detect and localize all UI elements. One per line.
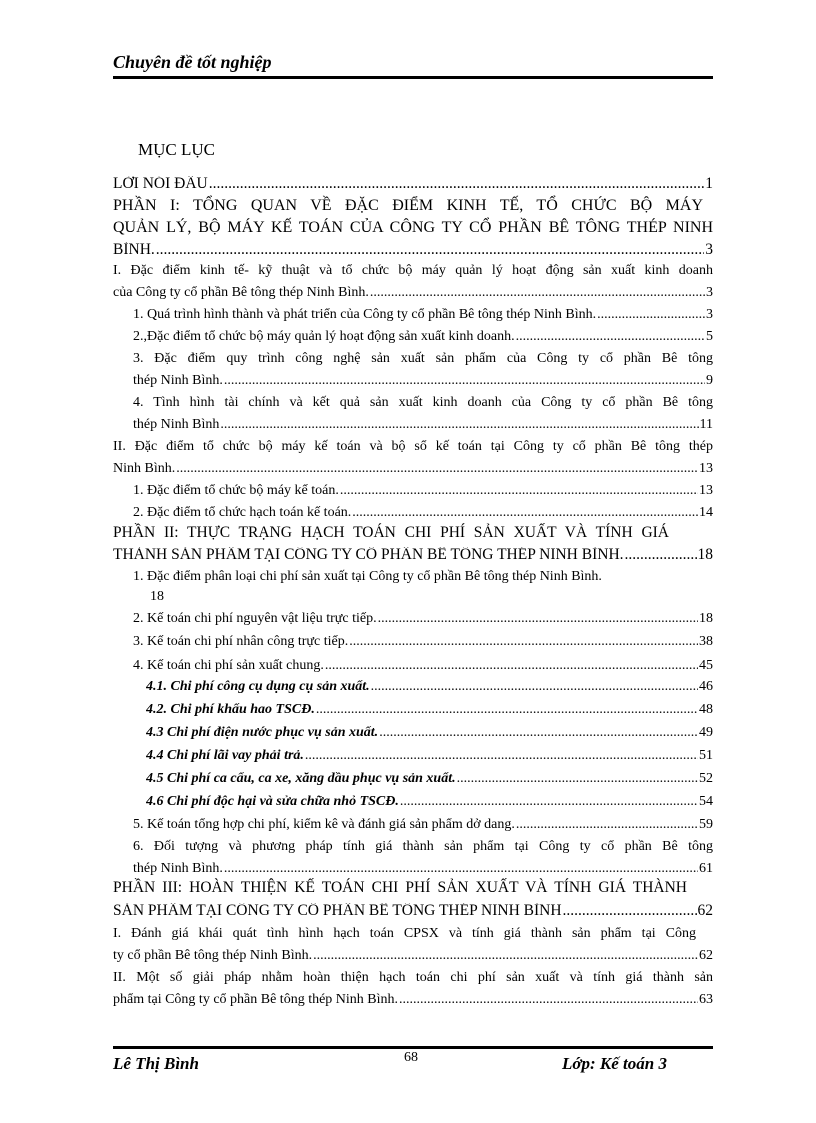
toc-entry-page: 62 [699, 949, 713, 963]
toc-leader [156, 242, 704, 258]
toc-entry-text[interactable]: PHẦN II: THỰC TRẠNG HẠCH TOÁN CHI PHÍ SẢN XUẤT VÀ TÍNH GIÁ [113, 524, 669, 541]
toc-entry[interactable] [146, 749, 713, 763]
toc-entry-text: 4.3 Chi phí điện nước phục vụ sản xuất. [146, 726, 379, 740]
toc-entry[interactable] [133, 418, 713, 432]
toc-entry-page: 9 [706, 374, 713, 388]
toc-entry-page: 18 [699, 612, 713, 626]
toc-leader [378, 612, 698, 626]
toc-leader [313, 949, 698, 963]
toc-entry-page: 3 [706, 308, 713, 322]
toc-entry-text[interactable]: PHẦN I: TỔNG QUAN VỀ ĐẶC ĐIỂM KINH TẾ, TỔ CHỨC BỘ MÁY [113, 197, 703, 214]
toc-entry[interactable] [133, 484, 713, 498]
toc-entry-text: BÌNH. [113, 242, 155, 258]
toc-entry-page: 1 [705, 176, 713, 192]
toc-entry-text: 4.5 Chi phí ca cẩu, ca xe, xăng dầu phục vụ sản xuất. [146, 772, 456, 786]
toc-entry[interactable] [113, 242, 713, 258]
toc-entry-text: 2. Đặc điểm tổ chức hạch toán kế toán. [133, 506, 352, 520]
toc-entry[interactable] [146, 726, 713, 740]
toc-leader [379, 726, 698, 740]
toc-entry[interactable] [133, 818, 713, 832]
toc-entry-text[interactable]: 3. Đặc điểm quy trình công nghệ sản xuất sản phẩm của Công ty cổ phần Bê tông [133, 351, 713, 366]
toc-entry-page: 51 [699, 749, 713, 763]
toc-title: MỤC LỤC [138, 140, 215, 159]
toc-entry-text: 1. Đặc điểm tổ chức bộ máy kế toán. [133, 484, 339, 498]
toc-entry-page: 38 [699, 635, 713, 649]
toc-entry[interactable] [113, 176, 713, 192]
toc-entry-text[interactable]: QUẢN LÝ, BỘ MÁY KẾ TOÁN CỦA CÔNG TY CỔ PHẦN BÊ TÔNG THÉP NINH [113, 219, 713, 236]
toc-entry-text: 1. Quá trình hình thành và phát triển của Công ty cổ phần Bê tông thép Ninh Bình. [133, 308, 597, 322]
toc-leader [340, 484, 698, 498]
toc-entry-text: Ninh Bình. [113, 462, 176, 476]
toc-entry-page: 52 [699, 772, 713, 786]
toc-leader [224, 862, 698, 876]
toc-leader [370, 286, 705, 300]
toc-leader [209, 176, 705, 192]
toc-leader [224, 374, 705, 388]
toc-leader [305, 749, 698, 763]
toc-entry[interactable] [133, 612, 713, 626]
toc-leader [316, 703, 698, 717]
toc-entry[interactable] [146, 703, 713, 717]
toc-leader [349, 635, 698, 649]
toc-entry-page: 13 [699, 462, 713, 476]
toc-entry-text[interactable]: I. Đặc điểm kinh tế- kỹ thuật và tổ chức bộ máy quản lý hoạt động sản xuất kinh doanh [113, 263, 713, 278]
toc-entry-text: 4.6 Chi phí độc hại và sửa chữa nhỏ TSCĐ. [146, 795, 399, 809]
toc-leader [516, 818, 698, 832]
toc-entry-text[interactable]: 6. Đối tượng và phương pháp tính giá thành sản phẩm tại Công ty cổ phần Bê tông [133, 839, 713, 854]
toc-entry-text[interactable]: PHẦN III: HOÀN THIỆN KẾ TOÁN CHI PHÍ SẢN XUẤT VÀ TÍNH GIÁ THÀNH [113, 879, 687, 896]
toc-entry-text: 5. Kế toán tổng hợp chi phí, kiểm kê và đánh giá sản phẩm dở dang. [133, 818, 515, 832]
toc-entry-text: 2. Kế toán chi phí nguyên vật liệu trực tiếp. [133, 612, 377, 626]
toc-entry[interactable] [113, 949, 713, 963]
toc-entry[interactable] [113, 993, 713, 1007]
toc-leader [371, 680, 698, 694]
toc-entry-text: 2.,Đặc điểm tổ chức bộ máy quản lý hoạt động sản xuất kinh doanh. [133, 330, 515, 344]
toc-entry[interactable] [133, 635, 713, 649]
toc-entry-text: phẩm tại Công ty cổ phần Bê tông thép Ninh Bình. [113, 993, 399, 1007]
toc-entry-page: 45 [699, 659, 713, 673]
toc-entry-page: 3 [705, 242, 713, 258]
toc-entry[interactable] [133, 308, 713, 322]
toc-leader [625, 547, 697, 563]
toc-entry-text: LỜI NÓI ĐẦU [113, 176, 208, 192]
toc-leader [352, 506, 698, 520]
toc-entry[interactable] [133, 659, 713, 673]
toc-entry-text[interactable]: II. Đặc điểm tổ chức bộ máy kế toán và bộ sổ kế toán tại Công ty cổ phần Bê tông thép [113, 439, 713, 454]
toc-entry-page: 14 [699, 506, 713, 520]
toc-entry-text: 4.2. Chi phí khấu hao TSCĐ. [146, 703, 315, 717]
toc-entry-text: 4.4 Chi phí lãi vay phải trả. [146, 749, 304, 763]
header-title: Chuyên đề tốt nghiệp [113, 52, 272, 72]
toc-entry-text: ty cổ phần Bê tông thép Ninh Bình. [113, 949, 313, 963]
toc-entry-page: 5 [706, 330, 713, 344]
toc-leader [399, 993, 698, 1007]
toc-entry-page: 61 [699, 862, 713, 876]
toc-entry[interactable] [133, 330, 713, 344]
toc-entry-page: 13 [699, 484, 713, 498]
toc-leader [176, 462, 698, 476]
toc-entry-text: SẢN PHẨM TẠI CÔNG TY CỔ PHẦN BÊ TÔNG THÉP NINH BÌNH [113, 903, 562, 919]
footer-rule [113, 1046, 713, 1049]
toc-entry[interactable] [133, 374, 713, 388]
toc-entry-page: 3 [706, 286, 713, 300]
footer-author: Lê Thị Bình [113, 1054, 199, 1073]
toc-entry-page: 54 [699, 795, 713, 809]
toc-entry-text: thép Ninh Bình [133, 418, 220, 432]
toc-leader [516, 330, 705, 344]
toc-entry[interactable] [146, 772, 713, 786]
toc-entry-page: 49 [699, 726, 713, 740]
toc-entry-page: 62 [697, 903, 713, 919]
toc-entry[interactable] [146, 680, 713, 694]
toc-entry[interactable] [146, 795, 713, 809]
toc-entry-page: 59 [699, 818, 713, 832]
toc-entry[interactable] [113, 286, 713, 300]
toc-entry-page: 63 [699, 993, 713, 1007]
toc-entry-page: 46 [699, 680, 713, 694]
toc-entry-text: 4. Kế toán chi phí sản xuất chung. [133, 659, 324, 673]
toc-entry-text: thép Ninh Bình. [133, 374, 223, 388]
toc-leader [457, 772, 698, 786]
toc-entry-page: 48 [699, 703, 713, 717]
toc-entry-text[interactable]: 4. Tình hình tài chính và kết quả sản xuất kinh doanh của Công ty cổ phần Bê tông [133, 395, 713, 410]
toc-entry[interactable] [133, 862, 713, 876]
toc-leader [597, 308, 705, 322]
toc-entry-text: THÀNH SẢN PHẨM TẠI CÔNG TY CỔ PHẦN BÊ TÔNG THÉP NINH BÌNH. [113, 547, 624, 563]
toc-leader [563, 903, 697, 919]
footer-page-number: 68 [404, 1050, 418, 1065]
toc-entry-text: của Công ty cổ phần Bê tông thép Ninh Bình. [113, 286, 369, 300]
toc-entry-text: 4.1. Chi phí công cụ dụng cụ sản xuất. [146, 680, 370, 694]
footer-class: Lớp: Kế toán 3 [562, 1054, 667, 1073]
toc-leader [220, 418, 698, 432]
toc-entry-text: thép Ninh Bình. [133, 862, 223, 876]
toc-entry-text[interactable]: II. Một số giải pháp nhằm hoàn thiện hạch toán chi phí sản xuất và tính giá thành sản [113, 970, 713, 985]
toc-leader [400, 795, 698, 809]
toc-leader [325, 659, 698, 673]
toc-entry[interactable] [113, 547, 713, 563]
toc-entry[interactable] [133, 506, 713, 520]
toc-entry-text: 3. Kế toán chi phí nhân công trực tiếp. [133, 635, 349, 649]
toc-entry-page: 18 [150, 589, 164, 604]
toc-entry-page: 11 [699, 418, 713, 432]
toc-entry[interactable] [113, 462, 713, 476]
toc-entry-text[interactable]: 1. Đặc điểm phân loại chi phí sản xuất tại Công ty cổ phần Bê tông thép Ninh Bình. [133, 569, 602, 584]
toc-entry-text[interactable]: I. Đánh giá khái quát tình hình hạch toán CPSX và tính giá thành sản phẩm tại Công [113, 926, 696, 941]
table-of-contents [113, 0, 713, 1123]
toc-entry[interactable] [113, 903, 713, 919]
toc-entry-page: 18 [697, 547, 713, 563]
